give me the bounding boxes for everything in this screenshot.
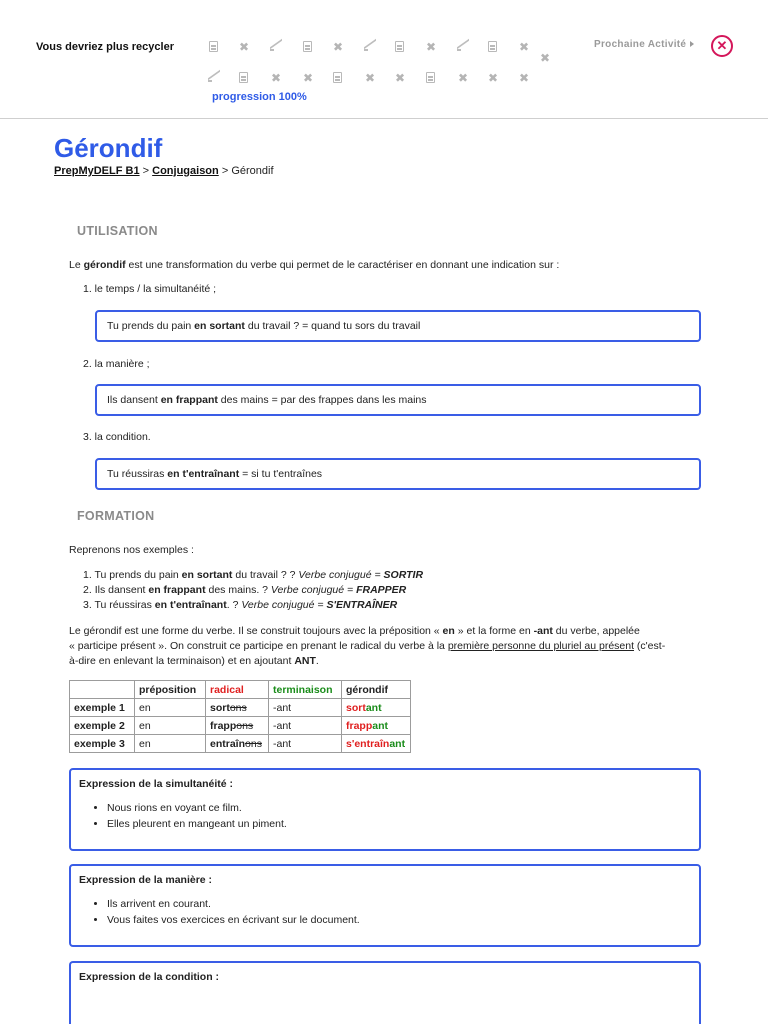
page-title: Gérondif	[54, 133, 163, 163]
list-item: • Elles pleurent en mangeant un piment.	[107, 816, 287, 832]
document-step-icon[interactable]	[331, 71, 345, 85]
list-item: • Nous rions en voyant ce film.	[107, 800, 287, 816]
progress-steps	[200, 34, 560, 90]
example-text: des mains = par des frappes dans les mains	[217, 394, 427, 406]
cross-step-icon[interactable]	[393, 71, 407, 85]
breadcrumb	[54, 165, 274, 177]
example-box	[95, 384, 701, 416]
cell-preposition: en	[135, 699, 206, 717]
cross-step-icon[interactable]	[301, 71, 315, 85]
cross-step-icon[interactable]	[331, 40, 345, 54]
item-number: 1.	[83, 569, 92, 581]
gerund-ending: ant	[372, 719, 388, 732]
progress-label: progression 100%	[212, 91, 307, 103]
rule-text: « participe présent ». On construit ce participe en prenant le radical du verbe à la	[69, 640, 448, 652]
stairs-step-icon[interactable]	[363, 40, 377, 54]
item-text: du travail ?	[232, 569, 290, 581]
item-text: Tu réussiras	[94, 599, 155, 611]
example-text: du travail ? = quand tu sors du travail	[244, 320, 421, 332]
expression-card-simultaneite	[69, 768, 701, 851]
rule-line	[69, 639, 701, 654]
row-label: exemple 1	[74, 701, 125, 714]
rule-underlined: première personne du pluriel au présent	[447, 640, 635, 652]
item-text: .	[226, 599, 233, 611]
section-heading-formation: FORMATION	[77, 509, 155, 523]
formation-rule	[69, 624, 701, 669]
gerund-ending: ant	[389, 737, 406, 750]
formation-examples	[83, 568, 423, 613]
list-item: • Ils arrivent en courant.	[107, 896, 360, 912]
breadcrumb-separator: >	[142, 165, 150, 177]
cell-radical	[206, 717, 269, 735]
rule-text: (c'est-	[634, 640, 666, 652]
breadcrumb-current: Gérondif	[231, 165, 274, 177]
card-list	[89, 896, 360, 928]
rule-line	[69, 654, 701, 669]
gerund-radical: s'entraîn	[346, 737, 390, 750]
arrow-right-icon	[690, 41, 694, 47]
radical-text: frapp	[210, 719, 237, 732]
list-item: 1. le temps / la simultanéité ;	[83, 283, 217, 295]
activity-header	[0, 0, 768, 119]
table-row	[70, 735, 411, 753]
cell-gerund	[342, 699, 411, 717]
document-step-icon[interactable]	[393, 40, 407, 54]
rule-text: du verbe, appelée	[552, 625, 640, 637]
rule-text: Le gérondif est une forme du verbe. Il se construit toujours avec la préposition «	[69, 625, 443, 637]
utilisation-intro	[69, 258, 559, 273]
cell-preposition: en	[135, 735, 206, 753]
item-text: Ils dansent	[94, 584, 149, 596]
cross-step-icon[interactable]	[424, 40, 438, 54]
item-number: 3.	[83, 599, 92, 611]
formation-intro: Reprenons nos exemples :	[69, 544, 194, 556]
example-gerund: en sortant	[194, 320, 245, 332]
cell-preposition: en	[135, 717, 206, 735]
rule-text: » et la forme en	[454, 625, 534, 637]
list-item	[83, 583, 423, 598]
cell-termination: -ant	[269, 735, 342, 753]
list-item: 3. la condition.	[83, 431, 151, 443]
cell-termination: -ant	[269, 699, 342, 717]
item-verb: SORTIR	[383, 569, 424, 581]
document-step-icon[interactable]	[424, 71, 438, 85]
item-gerund: en t'entraînant	[154, 599, 227, 611]
document-step-icon[interactable]	[237, 71, 251, 85]
table-header: radical	[206, 681, 269, 699]
document-step-icon[interactable]	[301, 40, 315, 54]
table-header-row	[70, 681, 411, 699]
list-item	[83, 598, 423, 613]
example-text: = si tu t'entraînes	[239, 468, 323, 480]
card-title: Expression de la manière :	[79, 874, 213, 886]
breadcrumb-separator: >	[221, 165, 229, 177]
expression-card-condition	[69, 961, 701, 1024]
radical-strike: ons	[236, 719, 254, 732]
rule-keyword: ANT	[294, 655, 316, 667]
list-item: • Vous faites vos exercices en écrivant sur le document.	[107, 912, 360, 928]
cross-step-icon[interactable]	[456, 71, 470, 85]
radical-strike: ons	[229, 701, 247, 714]
cross-step-icon[interactable]	[269, 71, 283, 85]
breadcrumb-home-link[interactable]: PrepMyDELF B1	[54, 165, 140, 177]
cross-step-icon[interactable]	[237, 40, 251, 54]
intro-keyword: gérondif	[83, 259, 126, 271]
cross-step-icon[interactable]	[363, 71, 377, 85]
rule-keyword: -ant	[533, 625, 553, 637]
close-button[interactable]: ✕	[711, 35, 733, 57]
radical-text: sort	[210, 701, 230, 714]
item-text: des mains.	[205, 584, 263, 596]
card-title: Expression de la simultanéité :	[79, 778, 234, 790]
item-note: Verbe conjugué =	[268, 584, 357, 596]
cross-step-icon[interactable]	[538, 51, 552, 65]
example-gerund: en t'entraînant	[167, 468, 240, 480]
stairs-step-icon[interactable]	[456, 40, 470, 54]
example-text: Ils dansent	[107, 394, 161, 406]
item-verb: FRAPPER	[356, 584, 407, 596]
stairs-step-icon[interactable]	[207, 71, 221, 85]
cell-radical	[206, 735, 269, 753]
gerund-ending: ant	[365, 701, 382, 714]
example-text: Tu prends du pain	[107, 320, 195, 332]
breadcrumb-section-link[interactable]: Conjugaison	[152, 165, 219, 177]
cross-step-icon[interactable]	[517, 71, 531, 85]
rule-text: à-dire en enlevant la terminaison) et en ajoutant	[69, 655, 295, 667]
example-box	[95, 458, 701, 490]
table-header: préposition	[135, 681, 206, 699]
table-header	[70, 681, 135, 699]
item-note: Verbe conjugué =	[295, 569, 384, 581]
item-symbol: ?	[289, 569, 296, 581]
intro-text: est une transformation du verbe qui permet de le caractériser en donnant une indication sur :	[125, 259, 560, 271]
gerund-radical: frapp	[346, 719, 373, 732]
item-symbol: ?	[232, 599, 239, 611]
cell-radical	[206, 699, 269, 717]
radical-text: entraîn	[210, 737, 246, 750]
item-verb: S'ENTRAÎNER	[326, 599, 398, 611]
example-box	[95, 310, 701, 342]
conjugation-table	[69, 680, 411, 753]
radical-strike: ons	[245, 737, 262, 750]
card-list	[89, 800, 287, 832]
next-activity-label: Prochaine Activité	[594, 39, 687, 50]
rule-line	[69, 624, 701, 639]
item-gerund: en frappant	[148, 584, 206, 596]
table-header: gérondif	[342, 681, 411, 699]
expression-card-maniere	[69, 864, 701, 947]
document-step-icon[interactable]	[207, 40, 221, 54]
item-gerund: en sortant	[181, 569, 233, 581]
rule-keyword: en	[442, 625, 455, 637]
document-step-icon[interactable]	[486, 40, 500, 54]
item-text: Tu prends du pain	[94, 569, 182, 581]
item-symbol: ?	[262, 584, 269, 596]
rule-text: .	[315, 655, 319, 667]
example-gerund: en frappant	[160, 394, 218, 406]
row-label: exemple 3	[74, 737, 125, 750]
item-note: Verbe conjugué =	[238, 599, 327, 611]
cell-termination: -ant	[269, 717, 342, 735]
list-item	[83, 568, 423, 583]
intro-text: Le	[69, 259, 84, 271]
row-label: exemple 2	[74, 719, 125, 732]
next-activity-link[interactable]	[594, 39, 694, 50]
cross-step-icon[interactable]	[517, 40, 531, 54]
section-heading-utilisation: UTILISATION	[77, 224, 158, 238]
table-row	[70, 699, 411, 717]
cell-gerund	[342, 717, 411, 735]
gerund-radical: sort	[346, 701, 366, 714]
cross-step-icon[interactable]	[486, 71, 500, 85]
example-text: Tu réussiras	[107, 468, 168, 480]
list-item: 2. la manière ;	[83, 358, 150, 370]
cell-gerund	[342, 735, 411, 753]
item-number: 2.	[83, 584, 92, 596]
table-row	[70, 717, 411, 735]
table-header: terminaison	[269, 681, 342, 699]
activity-title: Vous devriez plus recycler	[36, 41, 174, 53]
stairs-step-icon[interactable]	[269, 40, 283, 54]
card-title: Expression de la condition :	[79, 971, 220, 983]
